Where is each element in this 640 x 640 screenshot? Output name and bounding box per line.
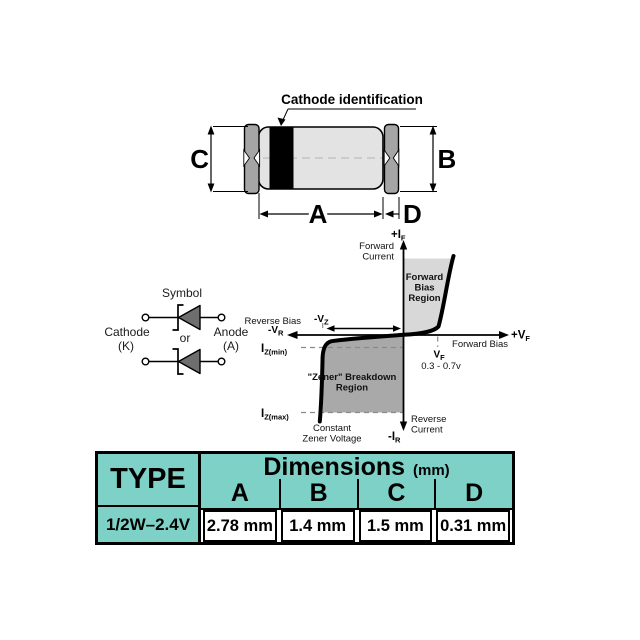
label-main: V [433,349,441,361]
axis-arrowhead-icon [287,331,298,339]
zener-symbol-top [142,305,225,330]
dim-a-letter: A [308,199,328,229]
dimension-d [385,197,422,229]
or-label: or [179,331,191,345]
vf-range-label: 0.3 - 0.7v [421,361,461,372]
label-sub: R [278,328,284,338]
cathode-pin-label: (K) [118,339,134,353]
arrowhead-icon [260,211,269,218]
iv-curve-graph [245,229,531,445]
arrowhead-icon [393,325,401,331]
label-main: I [261,343,265,355]
reverse-current-label-1: Reverse [411,414,447,425]
col-header-c: C [357,479,435,508]
reverse-current-label-2: Current [411,424,443,436]
label-sub: F [525,334,530,343]
dim-c-letter: C [190,144,209,174]
axis-arrowhead-icon [400,422,407,432]
type-header-cell: TYPE [110,463,186,495]
anode-pin-label: (A) [223,339,239,353]
value-a-cell: 2.78 mm [203,510,277,542]
callout-leader-line [283,109,417,121]
label-main: +V [511,329,526,342]
iz-min-label [261,343,288,357]
dimension-a [259,193,383,229]
value-d-cell: 0.31 mm [436,510,510,542]
label-sub: Z(min) [264,347,288,357]
dimensions-header-unit: (mm) [413,462,450,479]
arrowhead-icon [374,211,383,218]
vz-span-arrow [327,325,402,331]
dim-d-letter: D [403,199,422,229]
col-header-d: D [434,479,512,508]
constant-zener-label-1: Constant [312,423,352,434]
label-main: I [261,408,265,420]
forward-current-label-2: Current [362,251,394,263]
value-c-cell: 1.5 mm [359,510,433,542]
reverse-bias-label: Reverse Bias [244,316,301,327]
neg-vz-label [314,314,329,327]
zener-region-label-1: "Zener" Breakdown [307,372,397,383]
pos-vf-label [511,330,530,344]
neg-ir-label [388,431,401,445]
label-sub: F [440,353,445,362]
label-main: +I [391,229,401,241]
dim-b-letter: B [437,144,457,174]
label-sub: R [395,435,401,445]
forward-current-label-1: Forward [359,241,394,252]
dimensions-header-word: Dimensions [263,453,406,481]
forward-region-label-2: Bias [414,282,435,294]
anode-label: Anode [213,325,249,339]
axis-arrowhead-icon [499,331,509,339]
package-drawing [190,92,456,229]
arrowhead-icon [385,211,394,218]
label-sub: Z [324,317,329,327]
anode-terminal-icon [218,358,225,365]
anode-terminal-icon [218,314,225,321]
zener-symbol-bottom [142,349,225,374]
right-terminal-cap [384,125,399,194]
type-column [98,454,201,542]
forward-region-label-1: Forward [405,272,444,283]
diode-triangle-icon [179,350,201,374]
dimension-letter-row [201,479,512,508]
symbol-title: Symbol [161,286,203,300]
label-main: -I [388,431,396,443]
dimension-value-row [201,508,512,542]
type-value-cell: 1/2W–2.4V [98,505,198,542]
label-main: -V [268,325,278,336]
callout-arrowhead-icon [278,118,286,127]
dimensions-columns [201,454,512,542]
diode-triangle-icon [179,306,201,330]
left-terminal-cap [244,125,260,194]
extension-lines [400,127,437,192]
label-sub: F [400,233,406,243]
cathode-band [270,128,294,189]
cathode-terminal-icon [142,358,149,365]
dimension-c [190,126,248,193]
iz-max-label [261,408,289,422]
dimensions-header-cell [201,454,512,479]
dimensions-table [95,451,515,545]
forward-region-label-3: Region [408,293,441,304]
dimension-b [400,126,456,193]
cathode-label: Cathode [104,325,150,339]
col-header-a: A [230,479,249,507]
forward-bias-label: Forward Bias [452,339,508,350]
col-header-b: B [279,479,357,508]
value-b-cell: 1.4 mm [281,510,355,542]
zener-region-label-2: Region [335,382,369,394]
label-main: -V [314,314,324,325]
label-sub: Z(max) [264,412,289,422]
cathode-identification-label: Cathode identification [281,92,423,107]
extension-lines [213,127,248,192]
constant-zener-label-2: Zener Voltage [302,433,362,445]
cathode-terminal-icon [142,314,149,321]
symbol-section [104,286,248,374]
